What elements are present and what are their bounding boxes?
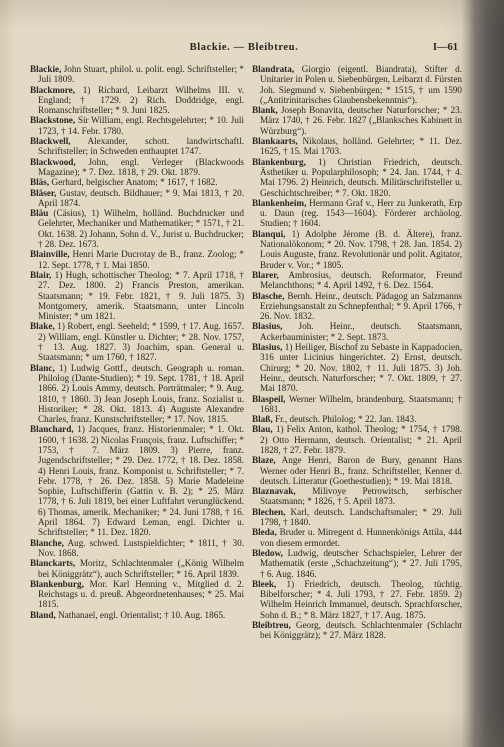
dictionary-entry [252,414,462,424]
entry-text: John Stuart, philol. u. polit. engl. Schriftsteller; * Juli 1809. [38,64,245,85]
entry-headword: Blankenburg, [30,578,84,589]
dictionary-entry [252,321,462,342]
dictionary-entry [30,188,244,209]
dictionary-entry [252,198,462,229]
entry-headword: Bläu [30,208,49,219]
dictionary-entry [252,620,462,641]
entry-text: Sir William, engl. Rechtsgelehrter; * 10. Juli 1723, † 14. Febr. 1780. [38,115,245,136]
running-title: Blackie. — Bleibtreu. [189,42,299,53]
entry-headword: Blackie, [30,64,62,74]
dictionary-entry [30,208,244,249]
entry-headword: Blankaarts, [252,136,298,147]
entry-text: 1) Hugh, schottischer Theolog; * 7. April 1718, † 27. Dez. 1800. 2) Francis Preston, amerikan. Staatsmann; * 19. Febr. 1821, † 9. Juli 1875. 3) Montgomery, amerik. Staatsmann, unter Lincoln Minister; * um 1821. [38,269,245,322]
entry-headword: Blanchard, [30,424,74,435]
dictionary-entry [252,342,462,393]
entry-headword: Blaze, [252,455,276,466]
entry-text: 1) Ludwig Gottf., deutsch. Geograph u. roman. Philolog (Dante-Studien); * 19. Sept. 1781, † 18. April 1866. 2) Louis Ammy, deutsch. Porträtmaler; * 9. Aug. 1810, † 1860. 3) Jean Joseph Louis, franz. Sozialist u. Historiker; * 28. Okt. 1813. 4) Auguste Alexandre Charles, franz. Kunstschriftsteller; * 17. Nov. 1815. [38,362,245,425]
dictionary-entry [252,229,462,270]
dictionary-entry [30,115,244,136]
entry-text: Moritz, Schlachtenmaler („König Wilhelm bei Königgrätz“), auch Schriftsteller; * 16. April 1839. [38,558,244,579]
entry-text: (Cäsius), 1) Wilhelm, holländ. Buchdrucker und Gelehrter, Mechaniker und Mathematiker; * 1571, † 21. Okt. 1638. 2) Johann, Sohn d. V., Jurist u. Buchdrucker; † 28. Dez. 1673. [38,208,244,250]
dictionary-entry [252,270,462,291]
entry-text: Giorgio (eigentl. Biandrata), Stifter d. Unitarier in Polen u. Siebenbürgen, Leibarzt d. Fürsten Joh. Siegmund v. Siebenbürgen; * 1515, † um 1590 („Antitrinitarisches Glaubensbekenntnis“). [260,64,463,105]
entry-headword: Blechen, [252,506,286,517]
dictionary-entry [30,558,244,579]
dictionary-entry [252,105,462,136]
entry-text: Karl, deutsch. Landschaftsmaler; * 29. Juli 1798, † 1840. [260,506,462,528]
entry-text: Bernh. Heinr., deutsch. Pädagog an Salzmanns Erziehungsanstalt zu Schnepfenthal; * 9. April 1766, † 26. Nov. 1832. [260,290,462,322]
entry-text: Ludwig, deutscher Schachspieler, Lehrer der Mathematik (erste „Schachzeitung“); * 27. Juli 1795, † 6. Aug. 1846. [260,547,462,579]
entry-headword: Blasius, [252,342,283,353]
dictionary-entry [30,321,244,362]
dictionary-entry [252,548,462,579]
dictionary-entry [252,486,462,507]
dictionary-entry [30,249,244,270]
dictionary-entry [252,64,462,105]
entry-text: Hermann Graf v., Herr zu Junkerath, Erp u. Daun (reg. 1543—1604). Förderer archäolog. Studien; † 1604. [260,197,463,229]
dictionary-entry [252,157,462,198]
entry-headword: Blaspeil, [252,393,286,404]
left-text-column [30,64,244,734]
entry-text: Ange Henri, Baron de Bury, genannt Hans Werner oder Henri B., franz. Schriftsteller, Kenner d. deutsch. Litteratur (Goethestudien); * 19. Mai 1818. [260,455,463,486]
entry-text: 1) Heiliger, Bischof zu Sebaste in Kappadocien, 316 unter Licinius hingerichtet. 2) Ernst, deutsch. Chirurg; * 20. Nov. 1802, † 11. Juli 1875. 3) Joh. Heinr., deutsch. Naturforscher; * 7. Okt. 1809, † 27. Mai 1870. [260,342,462,394]
entry-headword: Bledow, [252,547,283,558]
entry-text: Nikolaus, holländ. Gelehrter; * 11. Dez. 1625, † 15. Mai 1703. [260,136,463,157]
dictionary-entry [30,579,244,610]
dictionary-entry [252,579,462,620]
entry-headword: Blanqui, [252,228,286,239]
entry-headword: Bland, [30,609,56,620]
entry-text: 1) Richard, Leibarzt Wilhelms III. v. England; † 1729. 2) Rich. Doddridge, engl. Romanschriftsteller; * 9. Juni 1825. [38,84,244,116]
entry-headword: Blaß, [252,414,273,425]
entry-headword: Blackstone, [30,115,76,126]
entry-headword: Blank, [252,105,278,116]
dictionary-entry [30,363,244,425]
entry-text: Bruder u. Mitregent d. Hunnenkönigs Attila, 444 von diesem ermordet. [260,527,463,548]
entry-text: Joh. Heinr., deutsch. Staatsmann, Ackerbauminister; * 2. Sept. 1873. [260,321,462,342]
entry-headword: Blanckarts, [30,558,76,569]
entry-text: Joseph Bonavita, deutscher Naturforscher; * 23. März 1740, † 26. Febr. 1827 („Blanksches Kabinett in Würzburg“). [260,105,463,136]
entry-headword: Bläs, [30,177,50,188]
entry-headword: Blau, [252,424,273,435]
entry-text: Werner Wilhelm, brandenburg. Staatsmann; † 1681. [260,393,462,414]
entry-text: Mor. Karl Henning v., Mitglied d. 2. Reichstags u. d. preuß. Abgeordnetenhauses; * 25. Mai 1815. [38,578,245,610]
entry-headword: Bleek, [252,578,277,589]
entry-headword: Blanc, [30,362,55,373]
dictionary-entry [252,291,462,322]
dictionary-entry [252,507,462,528]
dictionary-entry [252,455,462,486]
dictionary-entry [30,538,244,559]
entry-text: Georg, deutsch. Schlachtenmaler (Schlacht bei Königgrätz); * 27. März 1828. [260,620,462,641]
entry-text: Milivoye Petrowitsch, serbischer Staatsmann; * 1826, † 5. April 1873. [260,486,462,507]
entry-text: 1) Felix Anton, kathol. Theolog; * 1754, † 1798. 2) Otto Hermann, deutsch. Orientalist; * 21. April 1828, † 27. Febr. 1879. [260,424,462,455]
dictionary-entry [30,270,244,321]
dictionary-entry [252,136,462,157]
entry-headword: Blackwell, [30,136,71,147]
entry-headword: Bleda, [252,527,277,538]
entry-text: 1) Adolphe Jérome (B. d. Ältere), franz. Nationalökonom; * 20. Nov. 1798, † 28. Jan. 1854. 2) Louis Auguste, franz. Revolutionär und polit. Agitator, Bruder v. Vor.; * 1805. [260,228,463,270]
entry-headword: Blair, [30,269,52,280]
dictionary-entry [252,527,462,548]
entry-headword: Blackmore, [30,84,75,95]
entry-headword: Blake, [30,321,55,332]
dictionary-entry [30,64,244,85]
page-number: I—61 [432,42,458,53]
entry-headword: Blankenburg, [252,156,306,167]
entry-headword: Blandrata, [252,64,295,74]
dictionary-entry [30,85,244,116]
entry-text: Aug. schwed. Lustspieldichter; * 1811, † 30. Nov. 1868. [38,537,244,558]
entry-headword: Blankenheim, [252,197,307,208]
entry-text: Ambrosius, deutsch. Reformator, Freund Melanchthons; * 4. April 1492, † 6. Dez. 1564. [260,269,463,291]
entry-text: Alexander, schott. landwirtschaftl. Schriftsteller; in Schweden enthauptet 1747. [38,136,244,157]
running-header [28,41,460,55]
entry-text: 1) Jacques, franz. Historienmaler; * 1. Okt. 1600, † 1638. 2) Nicolas François, franz. Luftschiffer; * 1753, † 7. März 1809. 3) Pierre, franz. Jugendschriftsteller; * 29. Dez. 1772, † 18. Dez. 1858. 4) Henri Louis, franz. Komponist u. Schriftsteller; * 7. Febr. 1778, † 26. Dez. 1858. 5) Marie Madeleine Sophie, Luftschifferin (Gattin v. B. 2); * 25. März 1778, † 6. Juli 1819, bei einer Luftfahrt verunglückend. 6) Thomas, amerik. Mechaniker; * 24. Juni 1788, † 16. April 1864. 7) Edward Leman, engl. Dichter u. Schriftsteller; * 11. Dez. 1820. [38,424,244,538]
entry-text: Gustav, deutsch. Bildhauer; * 9. Mai 1813, † 20. April 1874. [38,187,245,208]
entry-text: John, engl. Verleger (Blackwoods Magazine); * 7. Dez. 1818, † 29. Okt. 1879. [38,156,245,177]
dictionary-entry [30,136,244,157]
right-text-column [252,64,462,734]
entry-text: Gerhard, belgischer Anatom; * 1617, † 1682. [51,177,218,188]
entry-headword: Blasius, [252,321,283,332]
dictionary-entry [252,424,462,455]
dictionary-entry [30,177,244,187]
dictionary-entry [252,394,462,415]
entry-headword: Blackwood, [30,156,76,167]
entry-text: Henri Marie Ducrotay de B., franz. Zoolog; * 12. Sept. 1778, † 1. Mai 1850. [38,249,244,270]
dictionary-entry [30,157,244,178]
entry-headword: Blanche, [30,537,64,548]
dictionary-entry [30,610,244,620]
entry-text: Fr., deutsch. Philolog; * 22. Jan. 1843. [274,414,417,425]
entry-headword: Blarer, [252,269,279,280]
entry-headword: Bleibtreu, [252,620,291,631]
entry-headword: Blasche, [252,290,285,301]
dictionary-entry [30,424,244,537]
entry-headword: Blainville, [30,249,70,260]
entry-text: Nathanael, engl. Orientalist; † 10. Aug. 1865. [58,609,226,620]
entry-headword: Blaznavak, [252,486,296,497]
entry-text: 1) Christian Friedrich, deutsch. Ästhetiker u. Popularphilosoph; * 24. Jan. 1744, † 4. Mai 1796. 2) Heinrich, deutsch. Militärschriftsteller u. Geschichtschreiber; * 7. Okt. 1820. [260,156,462,198]
entry-text: 1) Robert, engl. Seeheld; * 1599, † 17. Aug. 1657. 2) William, engl. Künstler u. Dichter; * 28. Nov. 1757, † 13. Aug. 1827. 3) Joachim, span. General u. Staatsmann; * um 1760, † 1827. [38,321,245,363]
entry-text: 1) Friedrich, deutsch. Theolog, tüchtig. Bibelforscher; * 4. Juli 1793, † 27. Febr. 1859. 2) Wilhelm Heinrich Immanuel, deutsch. Sprachforscher, Sohn d. B.; * 8. März 1827, † 17. Aug. 1875. [260,578,463,620]
entry-headword: Bläser, [30,187,57,198]
